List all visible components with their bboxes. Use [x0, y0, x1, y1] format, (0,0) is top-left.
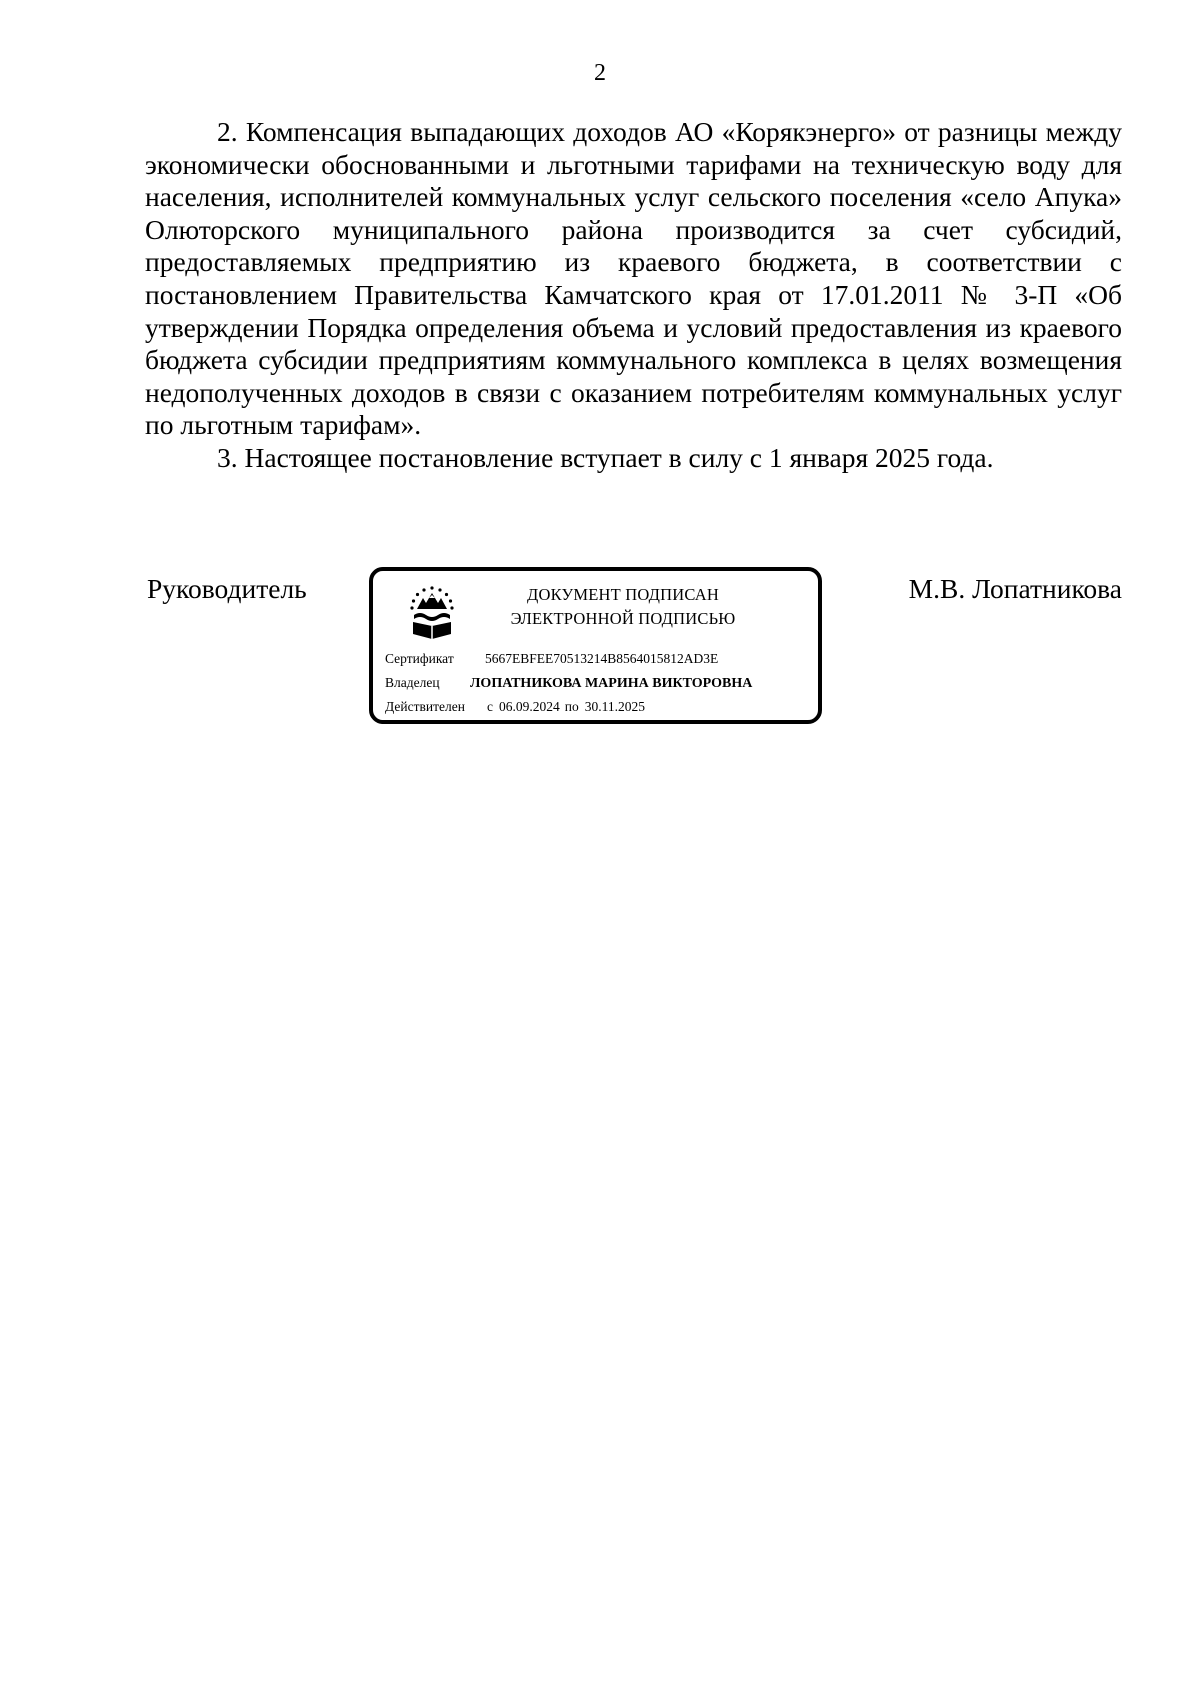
valid-to-word: по — [564, 699, 579, 714]
stamp-title-line-2: ЭЛЕКТРОННОЙ ПОДПИСЬЮ — [510, 609, 736, 628]
stamp-certificate-row — [385, 650, 718, 668]
owner-label: Владелец — [385, 675, 440, 690]
valid-from-date: 06.09.2024 — [499, 699, 560, 714]
paragraph-3: 3. Настоящее постановление вступает в силу с 1 января 2025 года. — [217, 441, 994, 473]
validity-label: Действителен — [385, 699, 465, 714]
document-body — [145, 116, 1122, 475]
page-number: 2 — [594, 60, 606, 86]
valid-to-date: 30.11.2025 — [584, 699, 645, 714]
owner-value: ЛОПАТНИКОВА МАРИНА ВИКТОРОВНА — [470, 676, 753, 691]
signer-role: Руководитель — [147, 573, 307, 604]
stamp-validity-row — [385, 698, 645, 716]
electronic-signature-stamp — [369, 567, 822, 724]
stamp-title — [473, 583, 773, 631]
paragraph-2: 2. Компенсация выпадающих доходов АО «Корякэнерго» от разницы между экономически обоснованными и льготными тарифами на техническую воду для населения, исполнителей коммунальных услуг сельского поселения «село Апука» Олюторского муниципального района производится за счет субсидий, предоставляемых предприятию из краевого бюджета, в соответствии с постановлением Правительства Камчатского края от 17.01.2011 № 3-П «Об утверждении Порядка определения объема и условий предоставления из краевого бюджета субсидии предприятиям коммунального комплекса в целях возмещения недополученных доходов в связи с оказанием потребителям коммунальных услуг по льготным тарифам». — [145, 116, 1122, 441]
coat-of-arms-icon — [408, 584, 456, 640]
certificate-value: 5667EBFEE70513214B8564015812AD3E — [485, 651, 719, 666]
stamp-title-line-1: ДОКУМЕНТ ПОДПИСАН — [527, 585, 719, 604]
valid-from-word: с — [487, 699, 493, 714]
certificate-label: Сертификат — [385, 651, 454, 666]
stamp-owner-row — [385, 674, 752, 693]
signer-name: М.В. Лопатникова — [908, 573, 1122, 604]
